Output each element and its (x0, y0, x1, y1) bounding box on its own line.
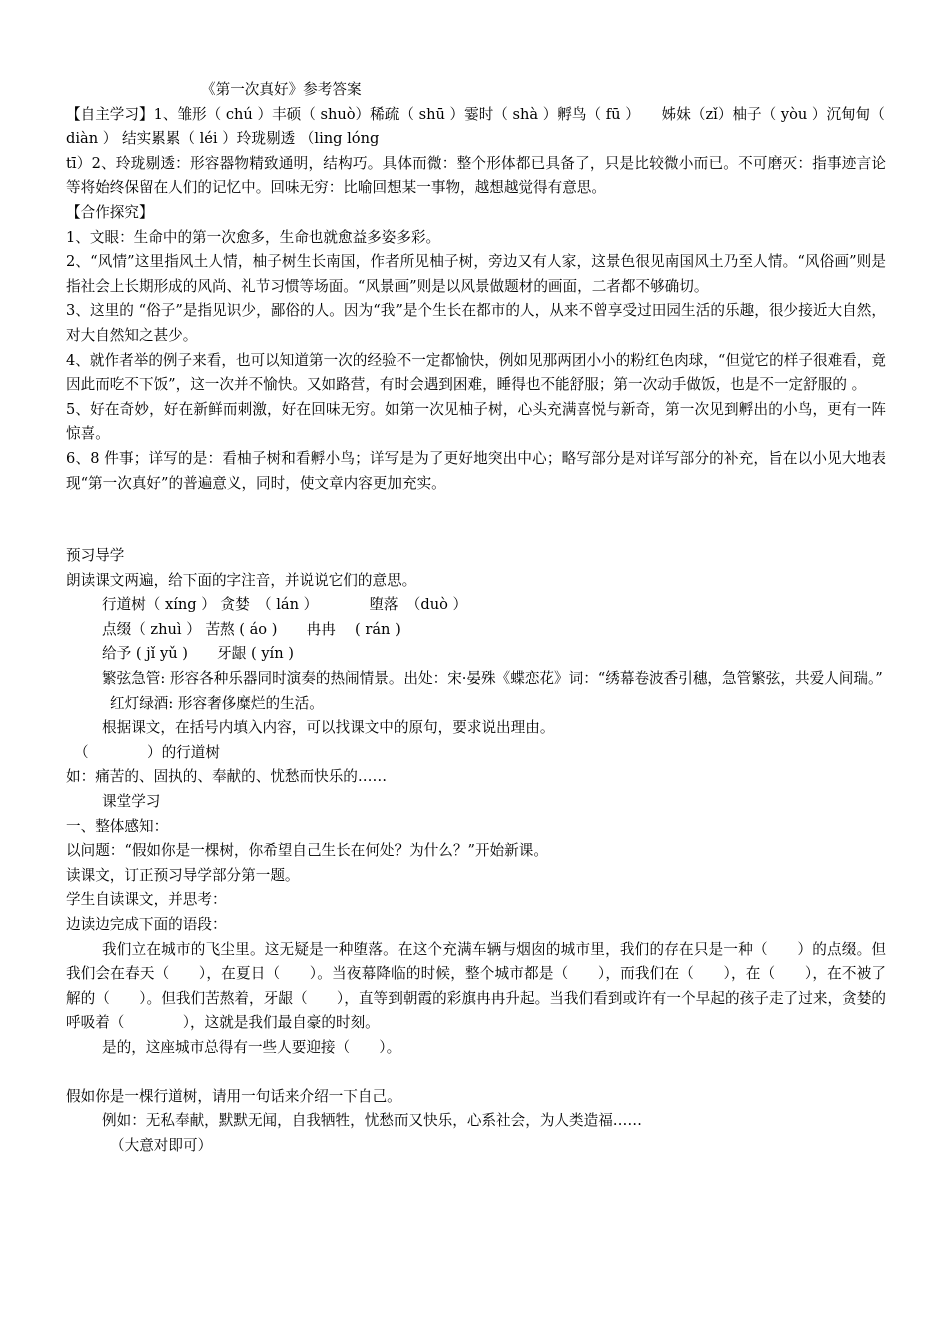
pinyin-row-3: 给予 ( jǐ yǔ ) 牙龈 ( yín ) (102, 645, 294, 663)
zizhu-line-3: tī）2、玲珑剔透：形容器物精致通明，结构巧。具体而微：整个形体都已具备了，只是比较微小而已。不可磨灭：指事迹言论等将始终保留在人们的记忆中。回味无穷：比喻回想某一事物，越想越觉得有意思。 (66, 154, 886, 197)
question-4: 边读边完成下面的语段： (66, 916, 227, 933)
hezuo-heading: 【合作探究】 (66, 203, 154, 221)
zizhu-line-2: diàn ） 结实累累（ léi ）玲珑剔透 （ling lóng (66, 130, 380, 148)
class-heading: 课堂学习 (102, 793, 161, 811)
preview-instruction: 朗读课文两遍，给下面的字注音，并说说它们的意思。 (66, 571, 417, 589)
answer-item-6: 6、8 件事；详写的是：看柚子树和看孵小鸟；详写是为了更好地突出中心；略写部分是对详写部分的补充，旨在以小见大地表现“第一次真好”的普遍意义，同时，使文章内容更加充实。 (66, 449, 886, 492)
question-1: 以问题：“假如你是一棵树，你希望自己生长在何处？为什么？”开始新课。 (66, 842, 548, 860)
answer-item-3: 3、这里的 “俗子”是指见识少，鄙俗的人。因为“我”是个生长在都市的人，从来不曾享受过田园生活的乐趣，很少接近大自然，对大自然知之甚少。 (66, 302, 886, 344)
zizhu-line-1: 【自主学习】1、雏形（ chú ）丰硕（ shuò）稀疏（ shū ）霎时（ shà ）孵鸟（ fū ） 姊妹（zǐ）柚子（ yòu ）沉甸甸（ (66, 105, 885, 123)
answer-item-2: 2、“风情”这里指风土人情，柚子树生长南国，作者所见柚子树，旁边又有人家，这景色很见南国风土乃至人情。“风俗画”则是指社会上长期形成的风尚、礼节习惯等场面。“风景画”则是以风景做题材的画面，二者都不够确切。 (66, 253, 886, 295)
question-3: 学生自读课文，并思考： (66, 891, 227, 909)
section-spacer (66, 496, 886, 544)
intro-example: 例如：无私奉献，默默无闻，自我牺牲，忧愁而又快乐，心系社会，为人类造福…… (102, 1112, 642, 1130)
pinyin-row-2: 点缀（ zhuì ） 苦熬 ( áo ) 冉冉 ( rán ) (102, 620, 401, 638)
fill-instruction: 根据课文，在括号内填入内容，可以找课文中的原句，要求说出理由。 (102, 719, 555, 737)
fanxian-definition: 繁弦急管: 形容各种乐器同时演奏的热闹情景。出处：宋·晏殊《蝶恋花》词：“绣幕卷波香引穗，急管繁弦，共爱人间瑞。” (102, 670, 883, 688)
intro-question: 假如你是一棵行道树，请用一句话来介绍一下自己。 (66, 1087, 402, 1105)
hongdeng-definition: 红灯绿酒: 形容奢侈糜烂的生活。 (110, 694, 324, 712)
answer-item-4: 4、就作者举的例子来看，也可以知道第一次的经验不一定都愉快，例如见那两团小小的粉红色肉球，“但觉它的样子很难看，竟因此而吃不下饭”，这一次并不愉快。又如路营，有时会遇到困难，睡得也不能舒服；第一次动手做饭，也是不一定舒服的 。 (66, 351, 886, 394)
question-2: 读课文，订正预习导学部分第一题。 (66, 866, 300, 884)
blank-line: （ ）的行道树 (74, 743, 220, 761)
document-page (66, 78, 886, 1158)
preview-heading: 预习导学 (66, 547, 125, 565)
fill-example: 如：痛苦的、固执的、奉献的、忧愁而快乐的…… (66, 768, 388, 786)
answer-note: （大意对即可） (110, 1136, 213, 1154)
answer-item-1: 1、文眼：生命中的第一次愈多，生命也就愈益多姿多彩。 (66, 228, 441, 246)
passage-end: 是的，这座城市总得有一些人要迎接（ ）。 (102, 1038, 402, 1056)
passage-paragraph: 我们立在城市的飞尘里。这无疑是一种堕落。在这个充满车辆与烟囱的城市里，我们的存在只是一种（ ）的点缀。但我们会在春天（ ），在夏日（ ）。当夜幕降临的时候，整个城市都是（ ），而我们在（ ），在（ ），在不被了解的（ ）。但我们苦熬着，牙龈（ ），直等到朝霞的彩旗冉冉升起。当我们看到或许有一个早起的孩子走了过来，贪婪的呼吸着（ ），这就是我们最自豪的时刻。 (66, 940, 886, 1032)
part-one-heading: 一、整体感知： (66, 817, 169, 835)
pinyin-row-1: 行道树（ xíng ） 贪婪 （ lán ） 堕落 （duò ） (102, 596, 468, 614)
answer-title: 《第一次真好》参考答案 (201, 81, 362, 98)
answer-item-5: 5、好在奇妙，好在新鲜而刺激，好在回味无穷。如第一次见柚子树，心头充满喜悦与新奇，第一次见到孵出的小鸟，更有一阵惊喜。 (66, 400, 886, 443)
paragraph-spacer (66, 1061, 886, 1085)
